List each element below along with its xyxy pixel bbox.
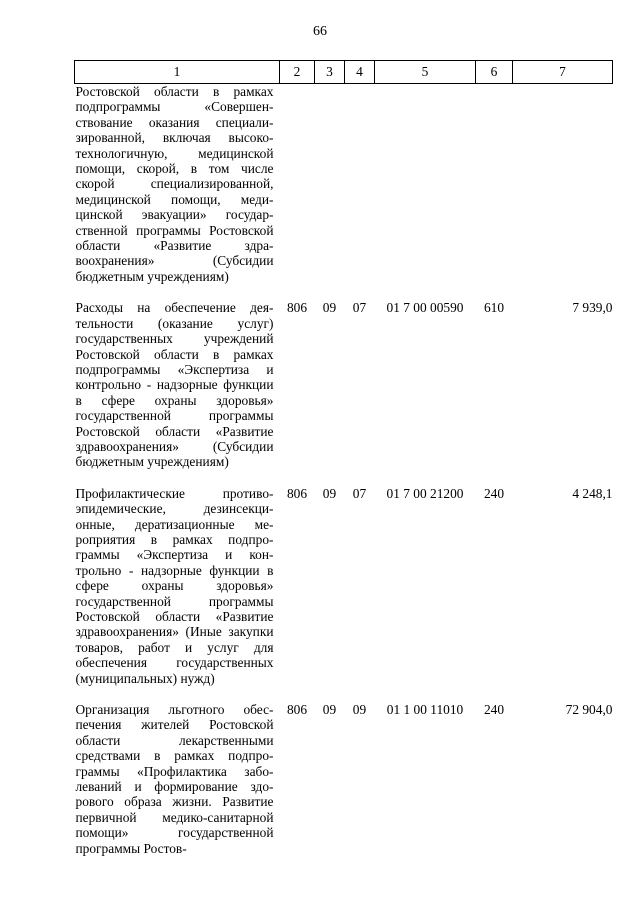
row-expense-type: 240 xyxy=(483,702,505,718)
page-number: 66 xyxy=(313,24,327,39)
table-row xyxy=(75,486,613,686)
row-description: Ростовской области в рамках подпрограммы «Совершенствование оказания специализированной, включая высокотехнологичную, медицинской помощи, скорой, в том числе скорой специализированной, медицинской помощи, медицинской эвакуации» государственной программы Ростовской области «Развитие здравоохранения» (Субсидии бюджетным учреждениям) xyxy=(75,84,274,284)
row-expense-type: 240 xyxy=(483,485,505,501)
row-target: 01 1 00 11010 xyxy=(386,702,464,718)
row-expense-type xyxy=(476,84,513,285)
row-subsection xyxy=(345,84,375,285)
table-row xyxy=(75,702,613,856)
row-amount xyxy=(513,84,613,285)
column-header-2: 2 xyxy=(280,61,315,84)
row-amount: 4 248,1 xyxy=(572,485,613,501)
row-subsection: 07 xyxy=(352,485,367,501)
row-target xyxy=(375,84,476,285)
row-section: 09 xyxy=(322,485,337,501)
row-ministry: 806 xyxy=(286,485,308,501)
column-header-6: 6 xyxy=(476,61,513,84)
budget-table xyxy=(74,60,613,856)
column-header-4: 4 xyxy=(345,61,375,84)
row-expense-type: 610 xyxy=(483,300,505,316)
row-section xyxy=(315,84,345,285)
row-target: 01 7 00 00590 xyxy=(386,300,464,316)
row-subsection: 07 xyxy=(352,300,367,316)
column-number-row xyxy=(75,61,613,84)
column-header-5: 5 xyxy=(375,61,476,84)
row-target: 01 7 00 21200 xyxy=(386,485,464,501)
row-section: 09 xyxy=(322,702,337,718)
row-description: Профилактические противоэпидемические, дезинсекционные, дератизационные мероприятия в рамках подпрограммы «Экспертиза и контрольно - надзорные функции в сфере охраны здоровья» государственной программы Ростовской области «Развитие здравоохранения» (Иные закупки товаров, работ и услуг для обеспечения государственных (муниципальных) нужд) xyxy=(75,485,274,686)
table-row xyxy=(75,84,613,285)
row-ministry: 806 xyxy=(286,300,308,316)
row-ministry xyxy=(280,84,315,285)
row-amount: 7 939,0 xyxy=(572,300,613,316)
row-ministry: 806 xyxy=(286,702,308,718)
table-row xyxy=(75,300,613,469)
row-description: Расходы на обеспечение деятельности (оказание услуг) государственных учреждений Ростовской области в рамках подпрограммы «Экспертиза и контрольно - надзорные функции в сфере охраны здоровья» государственной программы Ростовской области «Развитие здравоохранения» (Субсидии бюджетным учреждениям) xyxy=(75,300,274,470)
row-description: Организация льготного обеспечения жителей Ростовской области лекарственными средствами в рамках подпрограммы «Профилактика заболеваний и формирование здорового образа жизни. Развитие первичной медико-санитарной помощи» государственной программы Ростов- xyxy=(75,702,274,856)
column-header-7: 7 xyxy=(513,61,613,84)
column-header-1: 1 xyxy=(75,61,280,84)
column-header-3: 3 xyxy=(315,61,345,84)
row-section: 09 xyxy=(322,300,337,316)
row-amount: 72 904,0 xyxy=(565,702,613,718)
row-subsection: 09 xyxy=(352,702,367,718)
